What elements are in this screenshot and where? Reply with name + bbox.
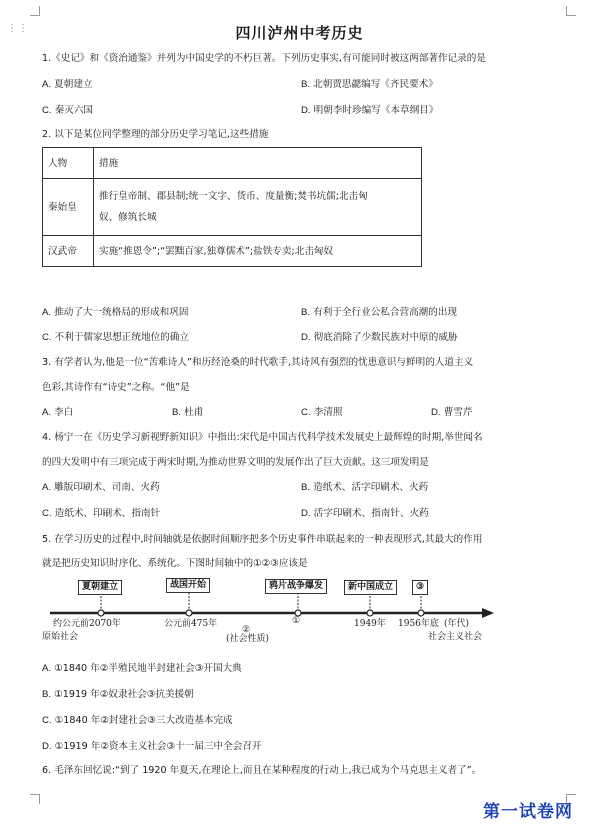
timeline-node [98, 610, 104, 616]
crop-mark-bottom-left [30, 794, 40, 804]
q4-stem-line-1: 4. 杨宁一在《历史学习新视野新知识》中指出:宋代是中国古代科学技术发展史上最辉煌的时期,举世闻名 [42, 432, 483, 443]
q3-stem-line-1: 3. 有学者认为,他是一位“苦难诗人”和历经沧桑的时代歌手,其诗风有强烈的忧患意识与鲜明的人道主义 [42, 357, 474, 368]
q2-option-a: A. 推动了大一统格局的形成和巩固 [42, 307, 189, 318]
drag-handle-icon[interactable]: ⋮⋮ [7, 23, 29, 34]
table-header-person: 人物 [43, 148, 94, 179]
q5-stem-line-1: 5. 在学习历史的过程中,时间轴就是依据时间顺序把多个历史事件串联起来的一种表现形式,其最大的作用 [42, 534, 483, 545]
table-header-measures: 措施 [94, 148, 422, 179]
timeline-end-label: 社会主义社会 [428, 632, 483, 642]
crop-mark-top-right [566, 6, 576, 16]
q5-option-b: B. ①1919 年②奴隶社会③抗美援朝 [42, 689, 194, 700]
notes-table [42, 147, 422, 267]
timeline-date: 约公元前2070年 [53, 619, 121, 629]
site-watermark: 第一试卷网 [483, 802, 573, 822]
crop-mark-top-left [30, 6, 40, 16]
q3-option-c: C. 李清照 [301, 407, 343, 418]
timeline-event: 鸦片战争爆发 [265, 579, 327, 594]
q2-stem: 2. 以下是某位同学整理的部分历史学习笔记,这些措施 [42, 129, 269, 140]
q6-stem: 6. 毛泽东回忆说:“到了 1920 年夏天,在理论上,而且在某种程度的行动上,我已成为个马克思主义者了”。 [42, 765, 482, 776]
timeline-diagram [42, 576, 497, 644]
q3-stem-line-2: 色彩,其诗作有“诗史”之称。“他”是 [42, 382, 190, 393]
q3-option-b: B. 杜甫 [172, 407, 204, 418]
timeline-date: 公元前475年 [164, 619, 218, 629]
q1-option-b: B. 北朝贾思勰编写《齐民要术》 [301, 79, 438, 90]
timeline-node [186, 610, 192, 616]
q4-stem-line-2: 的四大发明中有三项完成于两宋时期,为推动世界文明的发展作出了巨大贡献。这三项发明是 [42, 457, 429, 468]
q2-option-d: D. 彻底消除了少数民族对中原的威胁 [301, 332, 458, 343]
q5-stem-line-2: 就是把历史知识时序化、系统化。下图时间轴中的①②③应该是 [42, 558, 308, 569]
table-row [43, 179, 422, 236]
q1-option-d: D. 明朝李时珍编写《本草纲目》 [301, 105, 439, 116]
timeline-date: 1956年底 [398, 619, 439, 629]
q5-option-a: A. ①1840 年②半殖民地半封建社会③开国大典 [42, 663, 242, 674]
q4-option-d: D. 活字印刷术、指南针、火药 [301, 508, 429, 519]
table-header-row [43, 148, 422, 179]
q2-option-c: C. 不利于儒家思想正统地位的确立 [42, 332, 189, 343]
q1-stem: 1.《史记》和《资治通鉴》并列为中国史学的不朽巨著。下列历史事实,有可能同时被这两部著作记录的是 [42, 53, 486, 64]
q2-option-b: B. 有利于全行业公私合营高潮的出现 [301, 307, 458, 318]
q5-option-d: D. ①1919 年②资本主义社会③十一届三中全会召开 [42, 741, 262, 752]
timeline-event: 战国开始 [166, 578, 210, 593]
q3-option-a: A. 李白 [42, 407, 74, 418]
table-cell-person: 秦始皇 [43, 179, 94, 236]
q5-option-c: C. ①1840 年②封建社会③三大改造基本完成 [42, 715, 233, 726]
table-cell-person: 汉武帝 [43, 236, 94, 267]
timeline-date: (年代) [444, 619, 470, 629]
timeline-start-label: 原始社会 [42, 632, 79, 642]
timeline-date: 1949年 [354, 619, 386, 629]
timeline-marker-2: ② [242, 625, 251, 635]
q1-option-c: C. 秦灭六国 [42, 105, 94, 116]
table-row [43, 236, 422, 267]
timeline-event: 新中国成立 [344, 580, 397, 595]
table-cell-measures: 实施“推恩令”;“罢黜百家,独尊儒术”;盐铁专卖;北击匈奴 [94, 236, 422, 267]
page-title: 四川泸州中考历史 [235, 24, 364, 42]
timeline-event: 夏朝建立 [78, 580, 122, 595]
timeline-event: ③ [412, 580, 428, 595]
q4-option-c: C. 造纸术、印刷术、指南针 [42, 508, 161, 519]
q4-option-a: A. 雕版印刷术、司南、火药 [42, 482, 160, 493]
q4-option-b: B. 造纸术、活字印刷术、火药 [301, 482, 429, 493]
timeline-marker-1: ① [292, 616, 301, 626]
timeline-society-label: (社会性质) [226, 634, 270, 644]
timeline-node [367, 610, 373, 616]
q3-option-d: D. 曹雪芹 [431, 407, 473, 418]
q1-option-a: A. 夏朝建立 [42, 79, 93, 90]
timeline-node [418, 610, 424, 616]
table-cell-measures: 推行皇帝制、郡县制;统一文字、货币、度量衡;焚书坑儒;北击匈 奴、修筑长城 [94, 179, 422, 236]
